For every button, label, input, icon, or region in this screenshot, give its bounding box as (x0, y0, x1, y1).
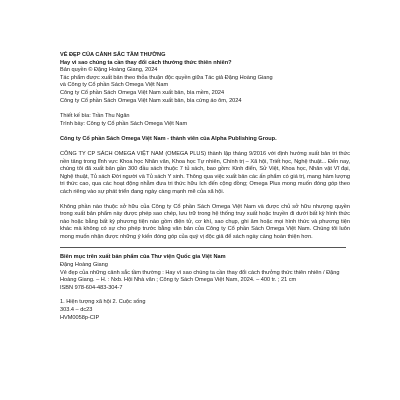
divider (60, 247, 346, 248)
cover-designer: Thiết kế bìa: Trần Thu Ngân (60, 113, 130, 120)
edition-hardcover: Công ty Cổ phần Sách Omega Việt Nam xuất bản, bìa cứng áo ôm, 2024 (60, 97, 242, 104)
cip-isbn: ISBN 978-604-483-304-7 (60, 284, 123, 291)
book-subtitle: Hay vì sao chúng ta cần thay đổi cách thưởng thức thiên nhiên? (60, 59, 232, 66)
rights-notice: Không phần nào thuộc sở hữu của Công ty Cổ phần Sách Omega Việt Nam và được chủ sở hữu nhượng quyền trong xuất bản phẩm này được phép sao chép, lưu trữ trong hệ thống truy xuất hoặc truyền đi dưới bất kỳ hình thức nào hoặc bằng bất kỳ phương tiện nào gồm điện tử, cơ khí, sao chụp, ghi âm hoặc mọi hình thức và phương tiện khác mà không có sự cho phép trước bằng văn bản của Công ty Cổ phần Sách Omega Việt Nam. Chúng tôi luôn mong muốn nhận được những ý kiến đóng góp của quý vị độc giả để sách ngày càng hoàn thiện hơn. (60, 203, 350, 240)
layout-credit: Trình bày: Công ty Cổ phần Sách Omega Việt Nam (60, 120, 188, 127)
cip-block (60, 254, 350, 322)
credits-block (60, 113, 350, 128)
cip-heading: Biên mục trên xuất bản phẩm của Thư viện Quốc gia Việt Nam (60, 254, 226, 261)
cip-author: Đặng Hoàng Giang (60, 262, 108, 269)
publisher-heading: Công ty Cổ phần Sách Omega Việt Nam - thành viên của Alpha Publishing Group. (60, 136, 277, 143)
copyright-line: Bản quyền © Đặng Hoàng Giang, 2024 (60, 67, 158, 74)
cip-classification (60, 299, 350, 322)
cip-ddc: 303.4 – dc23 (60, 307, 93, 314)
agreement-line-2: và Công ty Cổ phần Sách Omega Việt Nam (60, 82, 169, 89)
header-block (60, 52, 350, 105)
agreement-line-1: Tác phẩm được xuất bản theo thỏa thuận độc quyền giữa Tác giả Đặng Hoàng Giang (60, 74, 273, 81)
book-title: VẺ ĐẸP CỦA CẢNH SẮC TẦM THƯỜNG (60, 52, 166, 58)
cip-subjects: 1. Hiện tượng xã hội 2. Cuộc sống (60, 299, 146, 306)
publisher-about: CÔNG TY CP SÁCH OMEGA VIỆT NAM (OMEGA PLUS) thành lập tháng 9/2016 với định hướng xuất bản tri thức nền tảng trong lĩnh vực Khoa học Nhân văn, Khoa học Tự nhiên, Chính trị – Xã hội, Triết học, Nghệ thuật... Đến nay, chúng tôi đã xuất bản gần 300 đầu sách thuộc 7 tủ sách, bao gồm: Kinh điển, Sử Việt, Khoa học, Nhân vật Vĩ đại, Nghệ thuật, Tủ sách Đời người và Tủ sách Y sinh. Thông qua việc xuất bản các ấn phẩm có giá trị, mang hàm lượng tri thức cao, qua các hoạt động nhằm đưa tri thức hữu ích đến cộng đồng; Omega Plus mong muốn đóng góp theo cách riêng vào sự phát triển đang ngày càng mạnh mẽ của xã hội. (60, 150, 350, 195)
cip-code: HVM0058p-CIP (60, 314, 100, 321)
edition-softcover: Công ty Cổ phần Sách Omega Việt Nam xuất bản, bìa mềm, 2024 (60, 89, 225, 96)
cip-record: Vẻ đẹp của những cảnh sắc tầm thường : Hay vì sao chúng ta cần thay đổi cách thưởng thức thiên nhiên / Đặng Hoàng Giang. – H. : Nxb. Hội Nhà văn ; Công ty Sách Omega Việt Nam, 2024. – 400 tr. ; 21 cm (60, 269, 340, 284)
